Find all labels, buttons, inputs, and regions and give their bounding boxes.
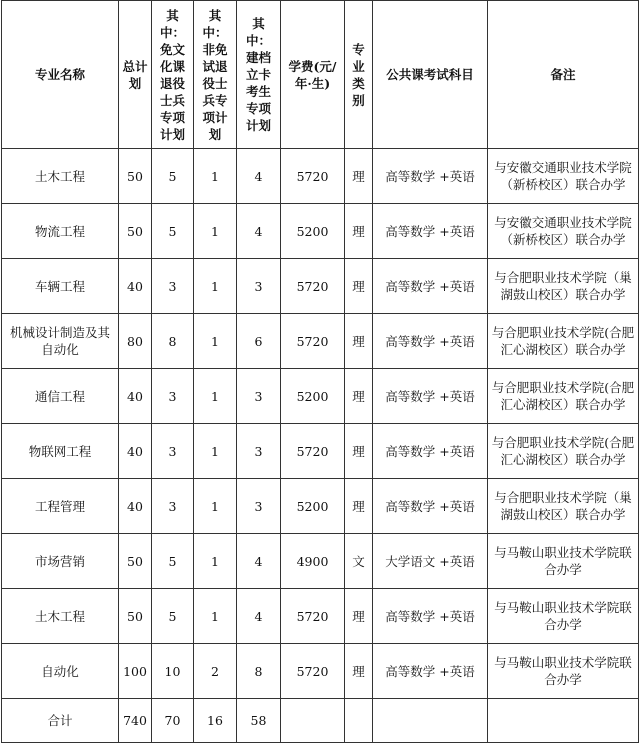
cell-tuition: 5720 — [281, 149, 345, 204]
cell-tuition: 5720 — [281, 644, 345, 699]
cell-total: 40 — [119, 259, 152, 314]
cell-exempt-exam: 1 — [194, 534, 237, 589]
cell-tuition: 5720 — [281, 314, 345, 369]
cell-subjects: 高等数学 +英语 — [373, 204, 488, 259]
cell-tuition: 5200 — [281, 369, 345, 424]
cell-exempt-exam: 1 — [194, 424, 237, 479]
total-category — [345, 699, 373, 743]
cell-tuition: 5200 — [281, 204, 345, 259]
cell-subjects: 高等数学 +英语 — [373, 369, 488, 424]
cell-major: 物联网工程 — [2, 424, 119, 479]
cell-note: 与安徽交通职业技术学院（新桥校区）联合办学 — [488, 149, 639, 204]
table-row — [2, 204, 639, 259]
total-note — [488, 699, 639, 743]
cell-major: 工程管理 — [2, 479, 119, 534]
cell-exempt-culture: 3 — [152, 424, 194, 479]
cell-note: 与马鞍山职业技术学院联合办学 — [488, 589, 639, 644]
cell-total: 40 — [119, 424, 152, 479]
header-major: 专业名称 — [2, 1, 119, 149]
header-exempt-culture: 其中：免文化课退役士兵专项计划 — [152, 1, 194, 149]
total-tuition — [281, 699, 345, 743]
cell-category: 理 — [345, 479, 373, 534]
cell-poverty: 3 — [237, 369, 281, 424]
cell-subjects: 高等数学 +英语 — [373, 589, 488, 644]
cell-tuition: 4900 — [281, 534, 345, 589]
table-body — [2, 149, 639, 743]
cell-category: 文 — [345, 534, 373, 589]
total-exempt-culture: 70 — [152, 699, 194, 743]
cell-subjects: 大学语文 +英语 — [373, 534, 488, 589]
cell-category: 理 — [345, 369, 373, 424]
cell-exempt-exam: 2 — [194, 644, 237, 699]
totals-row — [2, 699, 639, 743]
cell-poverty: 3 — [237, 424, 281, 479]
cell-subjects: 高等数学 +英语 — [373, 149, 488, 204]
cell-note: 与合肥职业技术学院(合肥汇心湖校区）联合办学 — [488, 314, 639, 369]
header-poverty: 其中：建档立卡考生专项计划 — [237, 1, 281, 149]
cell-poverty: 4 — [237, 534, 281, 589]
cell-subjects: 高等数学 +英语 — [373, 424, 488, 479]
cell-note: 与安徽交通职业技术学院（新桥校区）联合办学 — [488, 204, 639, 259]
cell-exempt-culture: 3 — [152, 479, 194, 534]
cell-exempt-culture: 5 — [152, 204, 194, 259]
cell-poverty: 4 — [237, 589, 281, 644]
cell-major: 机械设计制造及其自动化 — [2, 314, 119, 369]
cell-total: 40 — [119, 369, 152, 424]
cell-category: 理 — [345, 314, 373, 369]
cell-poverty: 4 — [237, 149, 281, 204]
table-row — [2, 369, 639, 424]
table-row — [2, 259, 639, 314]
cell-exempt-culture: 10 — [152, 644, 194, 699]
cell-category: 理 — [345, 204, 373, 259]
table-row — [2, 314, 639, 369]
total-total: 740 — [119, 699, 152, 743]
cell-total: 50 — [119, 149, 152, 204]
cell-exempt-culture: 3 — [152, 369, 194, 424]
cell-poverty: 3 — [237, 479, 281, 534]
cell-subjects: 高等数学 +英语 — [373, 479, 488, 534]
cell-category: 理 — [345, 259, 373, 314]
header-subjects: 公共课考试科目 — [373, 1, 488, 149]
header-tuition: 学费(元/年·生) — [281, 1, 345, 149]
cell-note: 与合肥职业技术学院(合肥汇心湖校区）联合办学 — [488, 424, 639, 479]
table-row — [2, 644, 639, 699]
cell-exempt-culture: 5 — [152, 589, 194, 644]
cell-exempt-exam: 1 — [194, 369, 237, 424]
cell-exempt-exam: 1 — [194, 314, 237, 369]
cell-category: 理 — [345, 589, 373, 644]
cell-total: 50 — [119, 589, 152, 644]
cell-exempt-exam: 1 — [194, 149, 237, 204]
table-row — [2, 424, 639, 479]
table-row — [2, 589, 639, 644]
cell-exempt-culture: 5 — [152, 149, 194, 204]
cell-major: 土木工程 — [2, 149, 119, 204]
cell-poverty: 3 — [237, 259, 281, 314]
cell-exempt-exam: 1 — [194, 259, 237, 314]
cell-major: 通信工程 — [2, 369, 119, 424]
cell-poverty: 8 — [237, 644, 281, 699]
cell-tuition: 5720 — [281, 259, 345, 314]
cell-total: 50 — [119, 204, 152, 259]
cell-note: 与马鞍山职业技术学院联合办学 — [488, 534, 639, 589]
total-label: 合计 — [2, 699, 119, 743]
cell-total: 50 — [119, 534, 152, 589]
total-subjects — [373, 699, 488, 743]
cell-total: 80 — [119, 314, 152, 369]
cell-tuition: 5720 — [281, 589, 345, 644]
header-exempt-exam: 其中：非免试退役士兵专项计划 — [194, 1, 237, 149]
cell-subjects: 高等数学 +英语 — [373, 314, 488, 369]
cell-note: 与合肥职业技术学院（巢湖鼓山校区）联合办学 — [488, 479, 639, 534]
cell-exempt-exam: 1 — [194, 204, 237, 259]
header-total: 总计划 — [119, 1, 152, 149]
header-category: 专业类别 — [345, 1, 373, 149]
cell-subjects: 高等数学 +英语 — [373, 644, 488, 699]
cell-poverty: 6 — [237, 314, 281, 369]
cell-note: 与合肥职业技术学院（巢湖鼓山校区）联合办学 — [488, 259, 639, 314]
enrollment-plan-table — [1, 0, 639, 743]
cell-exempt-culture: 5 — [152, 534, 194, 589]
table-row — [2, 534, 639, 589]
cell-tuition: 5200 — [281, 479, 345, 534]
header-note: 备注 — [488, 1, 639, 149]
cell-exempt-culture: 8 — [152, 314, 194, 369]
cell-major: 物流工程 — [2, 204, 119, 259]
table-row — [2, 149, 639, 204]
cell-major: 自动化 — [2, 644, 119, 699]
cell-exempt-exam: 1 — [194, 589, 237, 644]
cell-exempt-culture: 3 — [152, 259, 194, 314]
cell-total: 100 — [119, 644, 152, 699]
cell-category: 理 — [345, 149, 373, 204]
cell-total: 40 — [119, 479, 152, 534]
cell-tuition: 5720 — [281, 424, 345, 479]
cell-exempt-exam: 1 — [194, 479, 237, 534]
total-poverty: 58 — [237, 699, 281, 743]
cell-note: 与合肥职业技术学院(合肥汇心湖校区）联合办学 — [488, 369, 639, 424]
total-exempt-exam: 16 — [194, 699, 237, 743]
cell-subjects: 高等数学 +英语 — [373, 259, 488, 314]
cell-category: 理 — [345, 424, 373, 479]
table-row — [2, 479, 639, 534]
cell-category: 理 — [345, 644, 373, 699]
cell-major: 车辆工程 — [2, 259, 119, 314]
cell-poverty: 4 — [237, 204, 281, 259]
cell-major: 市场营销 — [2, 534, 119, 589]
header-row — [2, 1, 639, 149]
cell-note: 与马鞍山职业技术学院联合办学 — [488, 644, 639, 699]
cell-major: 土木工程 — [2, 589, 119, 644]
